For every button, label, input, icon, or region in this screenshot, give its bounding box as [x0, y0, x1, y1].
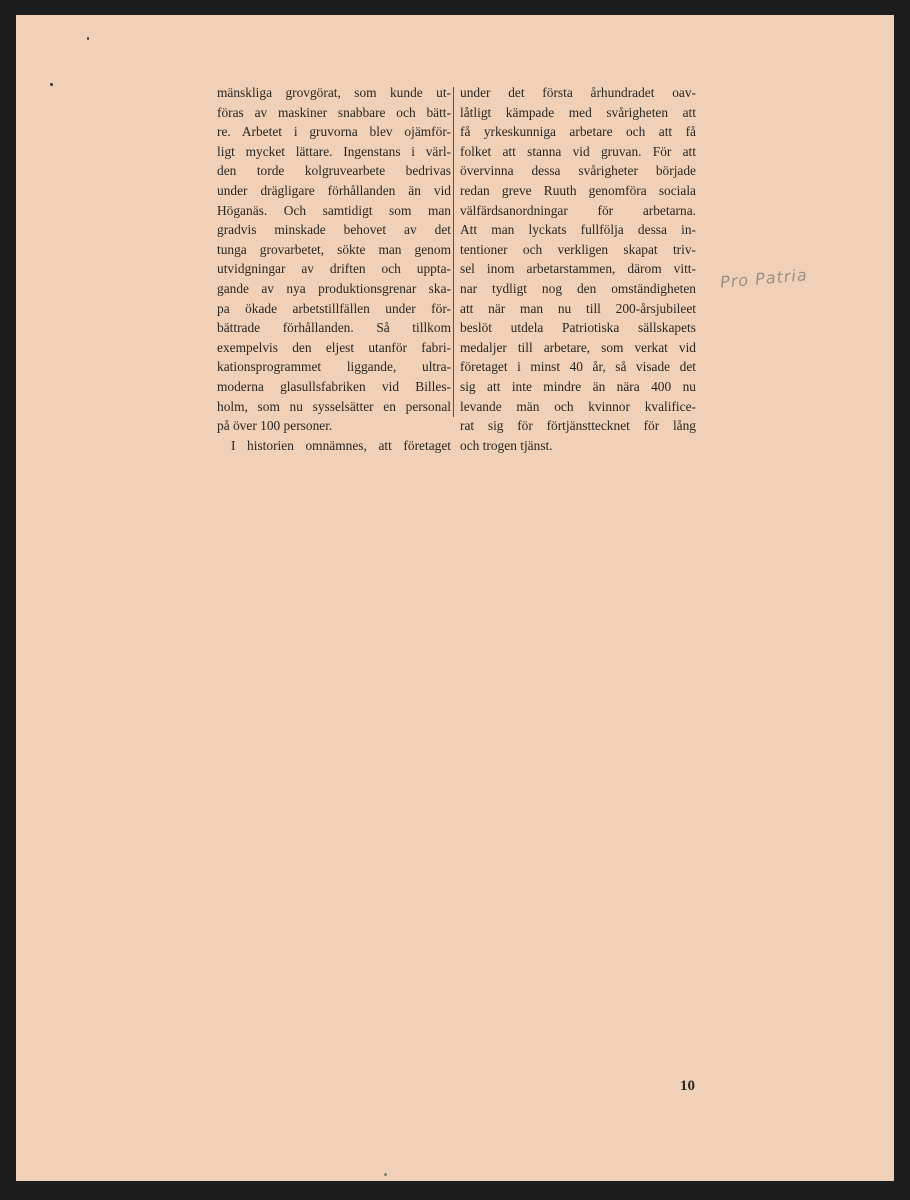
text-line: re. Arbetet i gruvorna blev ojämför- — [217, 124, 451, 140]
text-line: Höganäs. Och samtidigt som man — [217, 202, 451, 218]
text-line: att när man nu till 200-årsjubileet — [460, 300, 696, 316]
text-line: företaget i minst 40 år, så visade det — [460, 359, 696, 375]
text-line: och trogen tjänst. — [460, 437, 553, 453]
ink-speck — [50, 83, 53, 86]
text-line: få yrkeskunniga arbetare och att få — [460, 124, 696, 140]
text-line: den torde kolgruvearbete bedrivas — [217, 163, 451, 179]
text-line: pa ökade arbetstillfällen under för- — [217, 300, 451, 316]
text-line: mänskliga grovgörat, som kunde ut- — [217, 85, 451, 100]
text-line: tunga grovarbetet, sökte man genom — [217, 241, 451, 257]
text-line: på över 100 personer. — [217, 418, 333, 434]
text-line: redan greve Ruuth genomföra sociala — [460, 182, 696, 198]
ink-speck — [87, 37, 89, 40]
text-line: gradvis minskade behovet av det — [217, 222, 451, 238]
text-line: tentioner och verkligen skapat triv- — [460, 241, 696, 257]
text-line: utvidgningar av driften och uppta- — [217, 261, 451, 277]
text-line: levande män och kvinnor kvalifice- — [460, 398, 696, 414]
text-column-right — [460, 83, 696, 455]
text-line: moderna glasullsfabriken vid Billes- — [217, 378, 451, 394]
text-line: ligt mycket lättare. Ingenstans i värl- — [217, 143, 451, 159]
text-line: gande av nya produktionsgrenar ska- — [217, 280, 451, 296]
ink-speck — [384, 1173, 387, 1176]
column-divider — [453, 87, 454, 417]
text-line: bättrade förhållanden. Så tillkom — [217, 320, 451, 336]
text-line: medaljer till arbetare, som verkat vid — [460, 339, 696, 355]
page-number: 10 — [680, 1078, 695, 1094]
text-line: rat sig för förtjänsttecknet för lång — [460, 418, 696, 434]
text-column-left — [217, 83, 451, 455]
text-line: föras av maskiner snabbare och bätt- — [217, 104, 451, 120]
text-line: övervinna dessa svårigheter började — [460, 163, 696, 179]
text-line: I historien omnämnes, att företaget — [231, 437, 451, 453]
text-line: sig att inte mindre än nära 400 nu — [460, 378, 696, 394]
text-line: låtligt kämpade med svårigheten att — [460, 104, 696, 120]
text-line: sel inom arbetarstammen, därom vitt- — [460, 261, 696, 277]
text-line: folket att stanna vid gruvan. För att — [460, 143, 696, 159]
text-line: exempelvis den eljest utanför fabri- — [217, 339, 451, 355]
text-line: under det första århundradet oav- — [460, 85, 696, 100]
text-line: holm, som nu sysselsätter en personal — [217, 398, 451, 414]
text-line: nar tydligt nog den omständigheten — [460, 280, 696, 296]
text-line: under drägligare förhållanden än vid — [217, 182, 451, 198]
text-line: kationsprogrammet liggande, ultra- — [217, 359, 451, 375]
text-line: välfärdsanordningar för arbetarna. — [460, 202, 696, 218]
handwritten-margin-note: Pro Patria — [719, 265, 809, 292]
text-line: Att man lyckats fullfölja dessa in- — [460, 222, 696, 238]
document-page — [16, 15, 894, 1181]
text-line: beslöt utdela Patriotiska sällskapets — [460, 320, 696, 336]
